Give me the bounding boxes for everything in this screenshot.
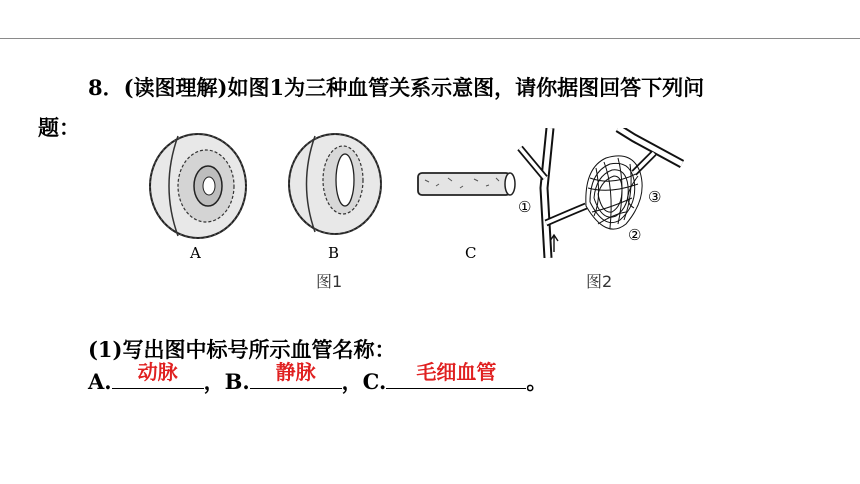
artery-branch [520,128,586,258]
figure-1-label-b: B [328,244,340,262]
figure-2 [514,128,684,293]
figure-2-marker-2: ② [628,226,642,244]
figure-1-label-c: C [465,244,477,262]
subquestion-text: (1)写出图中标号所示血管名称： [88,337,396,362]
figure-1-label-a: A [190,244,201,262]
answer-c-value: 毛细血管 [416,360,497,384]
header-divider [0,38,860,39]
answer-a-blank[interactable] [112,360,204,389]
answer-c-prefix: C. [362,369,387,394]
vein-cross-section [289,134,381,234]
answer-end: 。 [526,369,548,394]
answer-b-blank[interactable] [250,360,342,389]
answer-b-value: 静脉 [275,360,316,384]
answer-b-prefix: B. [224,369,250,394]
answer-line [88,360,548,396]
figure-2-marker-3: ③ [648,188,662,206]
answer-separator-1: ， [203,369,225,394]
capillary-segment [418,173,515,195]
answer-a-prefix: A. [88,369,112,394]
artery-cross-section [150,134,246,238]
figure-2-marker-1: ① [518,198,532,216]
vein-branch [618,128,682,173]
question-text-line1: 8．(读图理解)如图1为三种血管关系示意图，请你据图回答下列问 [88,75,705,100]
answer-a-value: 动脉 [137,360,178,384]
figure-2-caption: 图2 [586,272,613,291]
figure-1-caption: 图1 [316,272,343,291]
answer-c-blank[interactable] [386,360,526,389]
question-text-line2: 题： [38,115,80,140]
capillary-network [586,156,642,229]
answer-separator-2: ， [341,369,363,394]
figure-1-illustration [140,128,530,248]
figure-1 [140,128,530,293]
